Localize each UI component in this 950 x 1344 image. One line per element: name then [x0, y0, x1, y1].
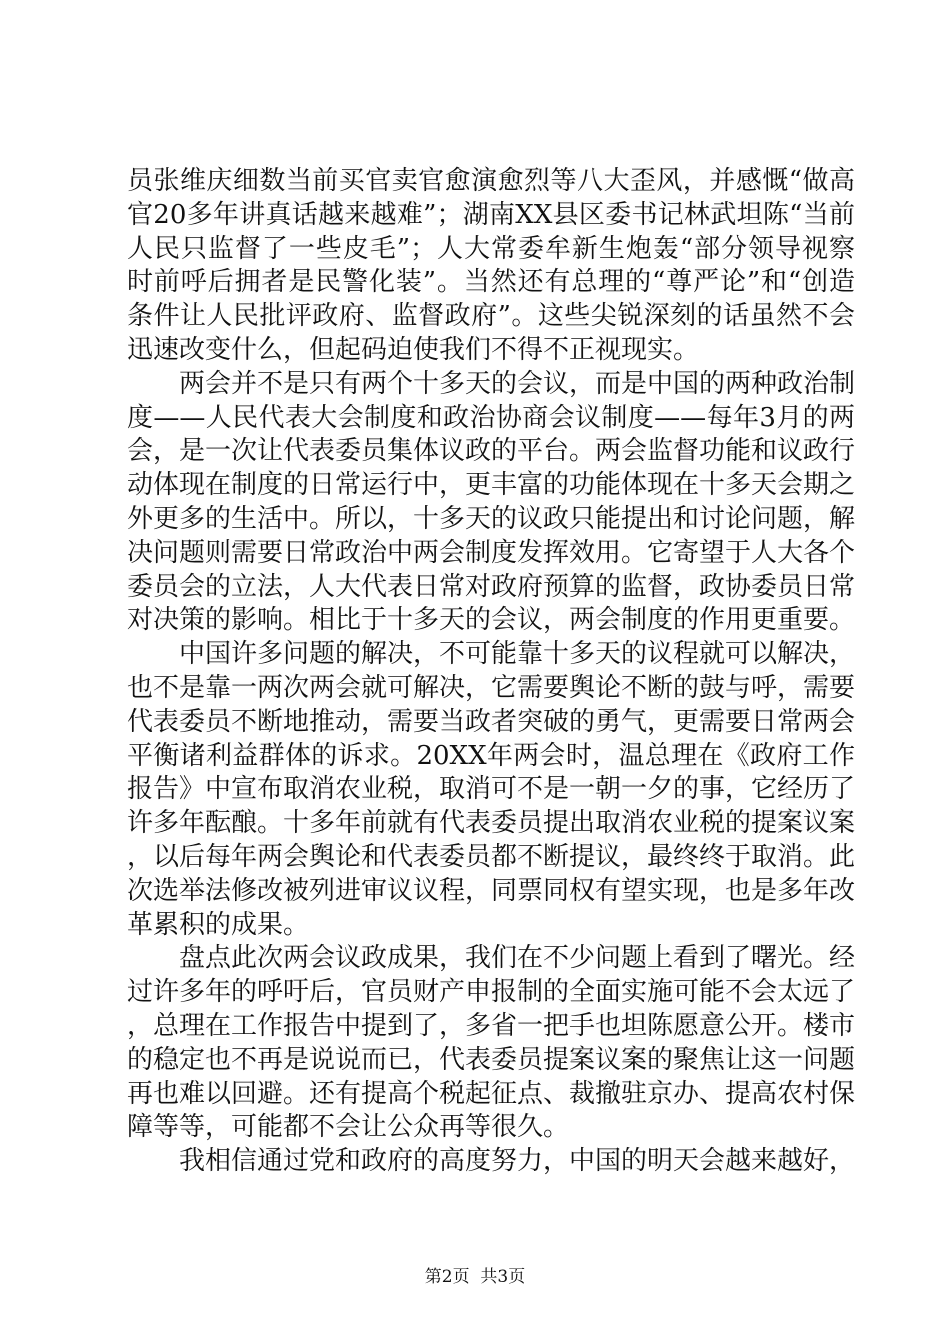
paragraph-2: 两会并不是只有两个十多天的会议，而是中国的两种政治制度——人民代表大会制度和政治协商会议制度——每年3月的两会，是一次让代表委员集体议政的平台。两会监督功能和议政行动体现在制度的日常运行中，更丰富的功能体现在十多天会期之外更多的生活中。所以，十多天的议政只能提出和讨论问题，解决问题则需要日常政治中两会制度发挥效用。它寄望于人大各个委员会的立法，人大代表日常对政府预算的监督，政协委员日常对决策的影响。相比于十多天的会议，两会制度的作用更重要。 [127, 368, 856, 636]
paragraph-3: 中国许多问题的解决，不可能靠十多天的议程就可以解决，也不是靠一两次两会就可解决，它需要舆论不断的鼓与呼，需要代表委员不断地推动，需要当政者突破的勇气，更需要日常两会平衡诸利益群体的诉求。20XX年两会时，温总理在《政府工作报告》中宣布取消农业税，取消可不是一朝一夕的事，它经历了许多年酝酿。十多年前就有代表委员提出取消农业税的提案议案，以后每年两会舆论和代表委员都不断提议，最终终于取消。此次选举法修改被列进审议议程，同票同权有望实现，也是多年改革累积的成果。 [127, 639, 856, 940]
paragraph-1: 员张维庆细数当前买官卖官愈演愈烈等八大歪风，并感慨“做高官20多年讲真话越来越难”；湖南XX县区委书记林武坦陈“当前人民只监督了一些皮毛”；人大常委牟新生炮轰“部分领导视察时前呼后拥者是民警化装”。当然还有总理的“尊严论”和“创造条件让人民批评政府、监督政府”。这些尖锐深刻的话虽然不会迅速改变什么，但起码迫使我们不得不正视现实。 [127, 166, 855, 365]
page-footer: 第2页 共3页 [424, 1267, 526, 1287]
paragraph-4: 盘点此次两会议政成果，我们在不少问题上看到了曙光。经过许多年的呼吁后，官员财产申报制的全面实施可能不会太远了，总理在工作报告中提到了，多省一把手也坦陈愿意公开。楼市的稳定也不再是说说而已，代表委员提案议案的聚焦让这一问题再也难以回避。还有提高个税起征点、裁撤驻京办、提高农村保障等等，可能都不会让公众再等很久。 [127, 943, 856, 1143]
document-body [127, 165, 855, 1179]
paragraph-5: 我相信通过党和政府的高度努力，中国的明天会越来越好， [179, 1146, 856, 1177]
